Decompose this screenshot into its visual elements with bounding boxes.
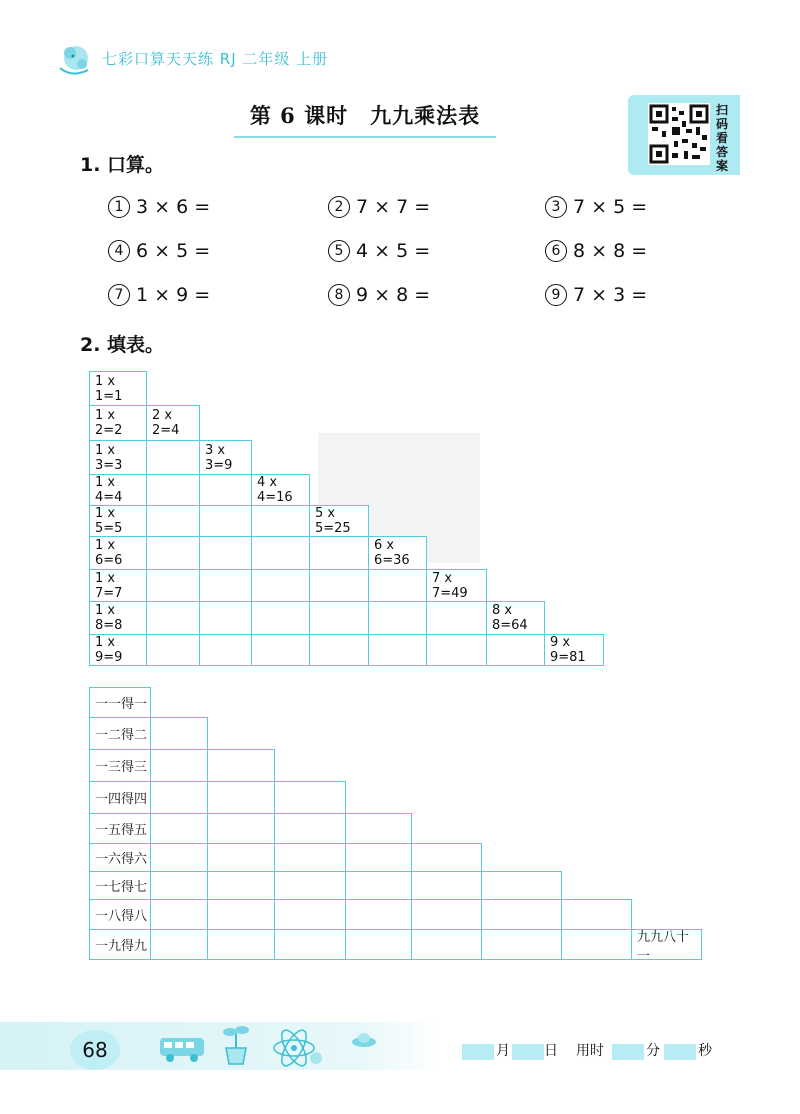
table2-blank-cell[interactable] xyxy=(274,813,346,844)
table1-cell-1x4: 1 x 4=4 xyxy=(89,474,147,506)
table1-cell-7x7: 7 x 7=49 xyxy=(426,569,487,602)
section1-title: 1. 口算。 xyxy=(80,154,165,176)
table2-cell-verse-7: 一七得七 xyxy=(89,871,151,900)
table2-blank-cell[interactable] xyxy=(207,871,275,900)
table1-blank-cell[interactable] xyxy=(309,536,369,570)
problem-6: 6 8 × 8 = xyxy=(545,240,647,262)
table2-blank-cell[interactable] xyxy=(207,749,275,782)
qr-answer-box[interactable] xyxy=(628,95,740,175)
table1-blank-cell[interactable] xyxy=(368,634,427,666)
table1-blank-cell[interactable] xyxy=(309,634,369,666)
table1-blank-cell[interactable] xyxy=(251,569,310,602)
ufo-icon xyxy=(350,1028,378,1052)
page-number: 68 xyxy=(70,1030,120,1070)
atom-icon xyxy=(270,1028,324,1068)
day-label: 日 xyxy=(544,1043,558,1059)
table1-cell-3x3: 3 x 3=9 xyxy=(199,440,252,475)
title-underline xyxy=(234,136,496,138)
table1-cell-6x6: 6 x 6=36 xyxy=(368,536,427,570)
table2-blank-cell[interactable] xyxy=(207,843,275,872)
lesson-title-block xyxy=(234,100,496,138)
problem-9: 9 7 × 3 = xyxy=(545,284,647,306)
table2-blank-cell[interactable] xyxy=(150,781,208,814)
table1-cell-1x8: 1 x 8=8 xyxy=(89,601,147,635)
table2-blank-cell[interactable] xyxy=(345,899,412,930)
problem-4: 4 6 × 5 = xyxy=(108,240,210,262)
plant-icon xyxy=(218,1022,254,1066)
table1-blank-cell[interactable] xyxy=(251,634,310,666)
table1-cell-1x7: 1 x 7=7 xyxy=(89,569,147,602)
table1-blank-cell[interactable] xyxy=(251,505,310,537)
table1-blank-cell[interactable] xyxy=(146,440,200,475)
table2-cell-verse-8: 一八得八 xyxy=(89,899,151,930)
table2-cell-verse-3: 一三得三 xyxy=(89,749,151,782)
table1-blank-cell[interactable] xyxy=(486,634,545,666)
qr-code-icon[interactable] xyxy=(648,103,710,165)
table2-blank-cell[interactable] xyxy=(345,843,412,872)
table2-blank-cell[interactable] xyxy=(561,929,632,960)
table1-cell-5x5: 5 x 5=25 xyxy=(309,505,369,537)
table2-blank-cell[interactable] xyxy=(274,899,346,930)
problem-5: 5 4 × 5 = xyxy=(328,240,430,262)
table1-blank-cell[interactable] xyxy=(199,634,252,666)
problem-8: 8 9 × 8 = xyxy=(328,284,430,306)
table2-blank-cell[interactable] xyxy=(207,929,275,960)
table2-blank-cell[interactable] xyxy=(274,781,346,814)
table2-cell-9x9: 九九八十一 xyxy=(631,929,702,960)
table2-blank-cell[interactable] xyxy=(411,899,482,930)
table2-blank-cell[interactable] xyxy=(274,843,346,872)
series-title: 七彩口算天天练 RJ 二年级 上册 xyxy=(102,49,329,68)
table1-blank-cell[interactable] xyxy=(146,505,200,537)
table2-blank-cell[interactable] xyxy=(345,871,412,900)
table1-blank-cell[interactable] xyxy=(309,569,369,602)
table2-blank-cell[interactable] xyxy=(411,843,482,872)
table2-cell-verse-5: 一五得五 xyxy=(89,813,151,844)
day-field[interactable] xyxy=(512,1044,544,1060)
table1-blank-cell[interactable] xyxy=(146,601,200,635)
table1-blank-cell[interactable] xyxy=(251,601,310,635)
table1-blank-cell[interactable] xyxy=(199,569,252,602)
problem-7: 7 1 × 9 = xyxy=(108,284,210,306)
table1-blank-cell[interactable] xyxy=(199,505,252,537)
mascot-icon xyxy=(52,38,96,78)
table2-blank-cell[interactable] xyxy=(481,929,562,960)
table1-blank-cell[interactable] xyxy=(146,634,200,666)
table2-blank-cell[interactable] xyxy=(481,871,562,900)
table1-blank-cell[interactable] xyxy=(368,569,427,602)
table2-blank-cell[interactable] xyxy=(150,717,208,750)
table1-blank-cell[interactable] xyxy=(368,601,427,635)
table1-blank-cell[interactable] xyxy=(309,601,369,635)
table2-blank-cell[interactable] xyxy=(411,929,482,960)
table1-blank-cell[interactable] xyxy=(199,536,252,570)
table2-cell-verse-9: 一九得九 xyxy=(89,929,151,960)
month-field[interactable] xyxy=(462,1044,494,1060)
qr-caption: 扫 码 看 答 案 xyxy=(716,103,729,173)
seconds-label: 秒 xyxy=(698,1043,712,1059)
table2-blank-cell[interactable] xyxy=(150,813,208,844)
table2-blank-cell[interactable] xyxy=(150,871,208,900)
table2-blank-cell[interactable] xyxy=(274,929,346,960)
table2-cell-verse-6: 一六得六 xyxy=(89,843,151,872)
table1-cell-1x3: 1 x 3=3 xyxy=(89,440,147,475)
table1-blank-cell[interactable] xyxy=(426,601,487,635)
month-label: 月 xyxy=(496,1043,510,1059)
problem-3: 3 7 × 5 = xyxy=(545,196,647,218)
table2-blank-cell[interactable] xyxy=(345,929,412,960)
table1-cell-4x4: 4 x 4=16 xyxy=(251,474,310,506)
table1-cell-2x2: 2 x 2=4 xyxy=(146,405,200,441)
time-used-label: 用时 xyxy=(576,1043,604,1059)
header xyxy=(52,38,328,78)
table2-blank-cell[interactable] xyxy=(561,899,632,930)
table2-blank-cell[interactable] xyxy=(411,871,482,900)
table1-blank-cell[interactable] xyxy=(426,634,487,666)
table1-cell-9x9: 9 x 9=81 xyxy=(544,634,604,666)
bus-icon xyxy=(158,1034,206,1064)
table1-blank-cell[interactable] xyxy=(199,474,252,506)
problem-2: 2 7 × 7 = xyxy=(328,196,430,218)
table2-blank-cell[interactable] xyxy=(150,929,208,960)
table1-cell-1x5: 1 x 5=5 xyxy=(89,505,147,537)
problem-1: 1 3 × 6 = xyxy=(108,196,210,218)
table2-blank-cell[interactable] xyxy=(207,899,275,930)
table2-blank-cell[interactable] xyxy=(150,749,208,782)
table2-blank-cell[interactable] xyxy=(481,899,562,930)
table1-blank-cell[interactable] xyxy=(146,536,200,570)
table1-cell-1x9: 1 x 9=9 xyxy=(89,634,147,666)
section2-title: 2. 填表。 xyxy=(80,334,165,356)
table2-cell-verse-2: 一二得二 xyxy=(89,717,151,750)
table1-blank-cell[interactable] xyxy=(146,474,200,506)
table2-blank-cell[interactable] xyxy=(345,813,412,844)
table1-blank-cell[interactable] xyxy=(146,569,200,602)
table2-cell-verse-1: 一一得一 xyxy=(89,687,151,718)
table2-blank-cell[interactable] xyxy=(150,843,208,872)
table2-cell-verse-4: 一四得四 xyxy=(89,781,151,814)
table2-blank-cell[interactable] xyxy=(150,899,208,930)
lesson-title: 第 6 课时 九九乘法表 xyxy=(249,103,481,128)
table1-cell-8x8: 8 x 8=64 xyxy=(486,601,545,635)
table1-blank-cell[interactable] xyxy=(199,601,252,635)
table1-cell-1x6: 1 x 6=6 xyxy=(89,536,147,570)
table1-cell-1x2: 1 x 2=2 xyxy=(89,405,147,441)
seconds-field[interactable] xyxy=(664,1044,696,1060)
table2-blank-cell[interactable] xyxy=(207,813,275,844)
table1-cell-1x1: 1 x 1=1 xyxy=(89,371,147,406)
table2-blank-cell[interactable] xyxy=(207,781,275,814)
table1-blank-cell[interactable] xyxy=(251,536,310,570)
minutes-field[interactable] xyxy=(612,1044,644,1060)
minutes-label: 分 xyxy=(646,1043,660,1059)
table2-blank-cell[interactable] xyxy=(274,871,346,900)
